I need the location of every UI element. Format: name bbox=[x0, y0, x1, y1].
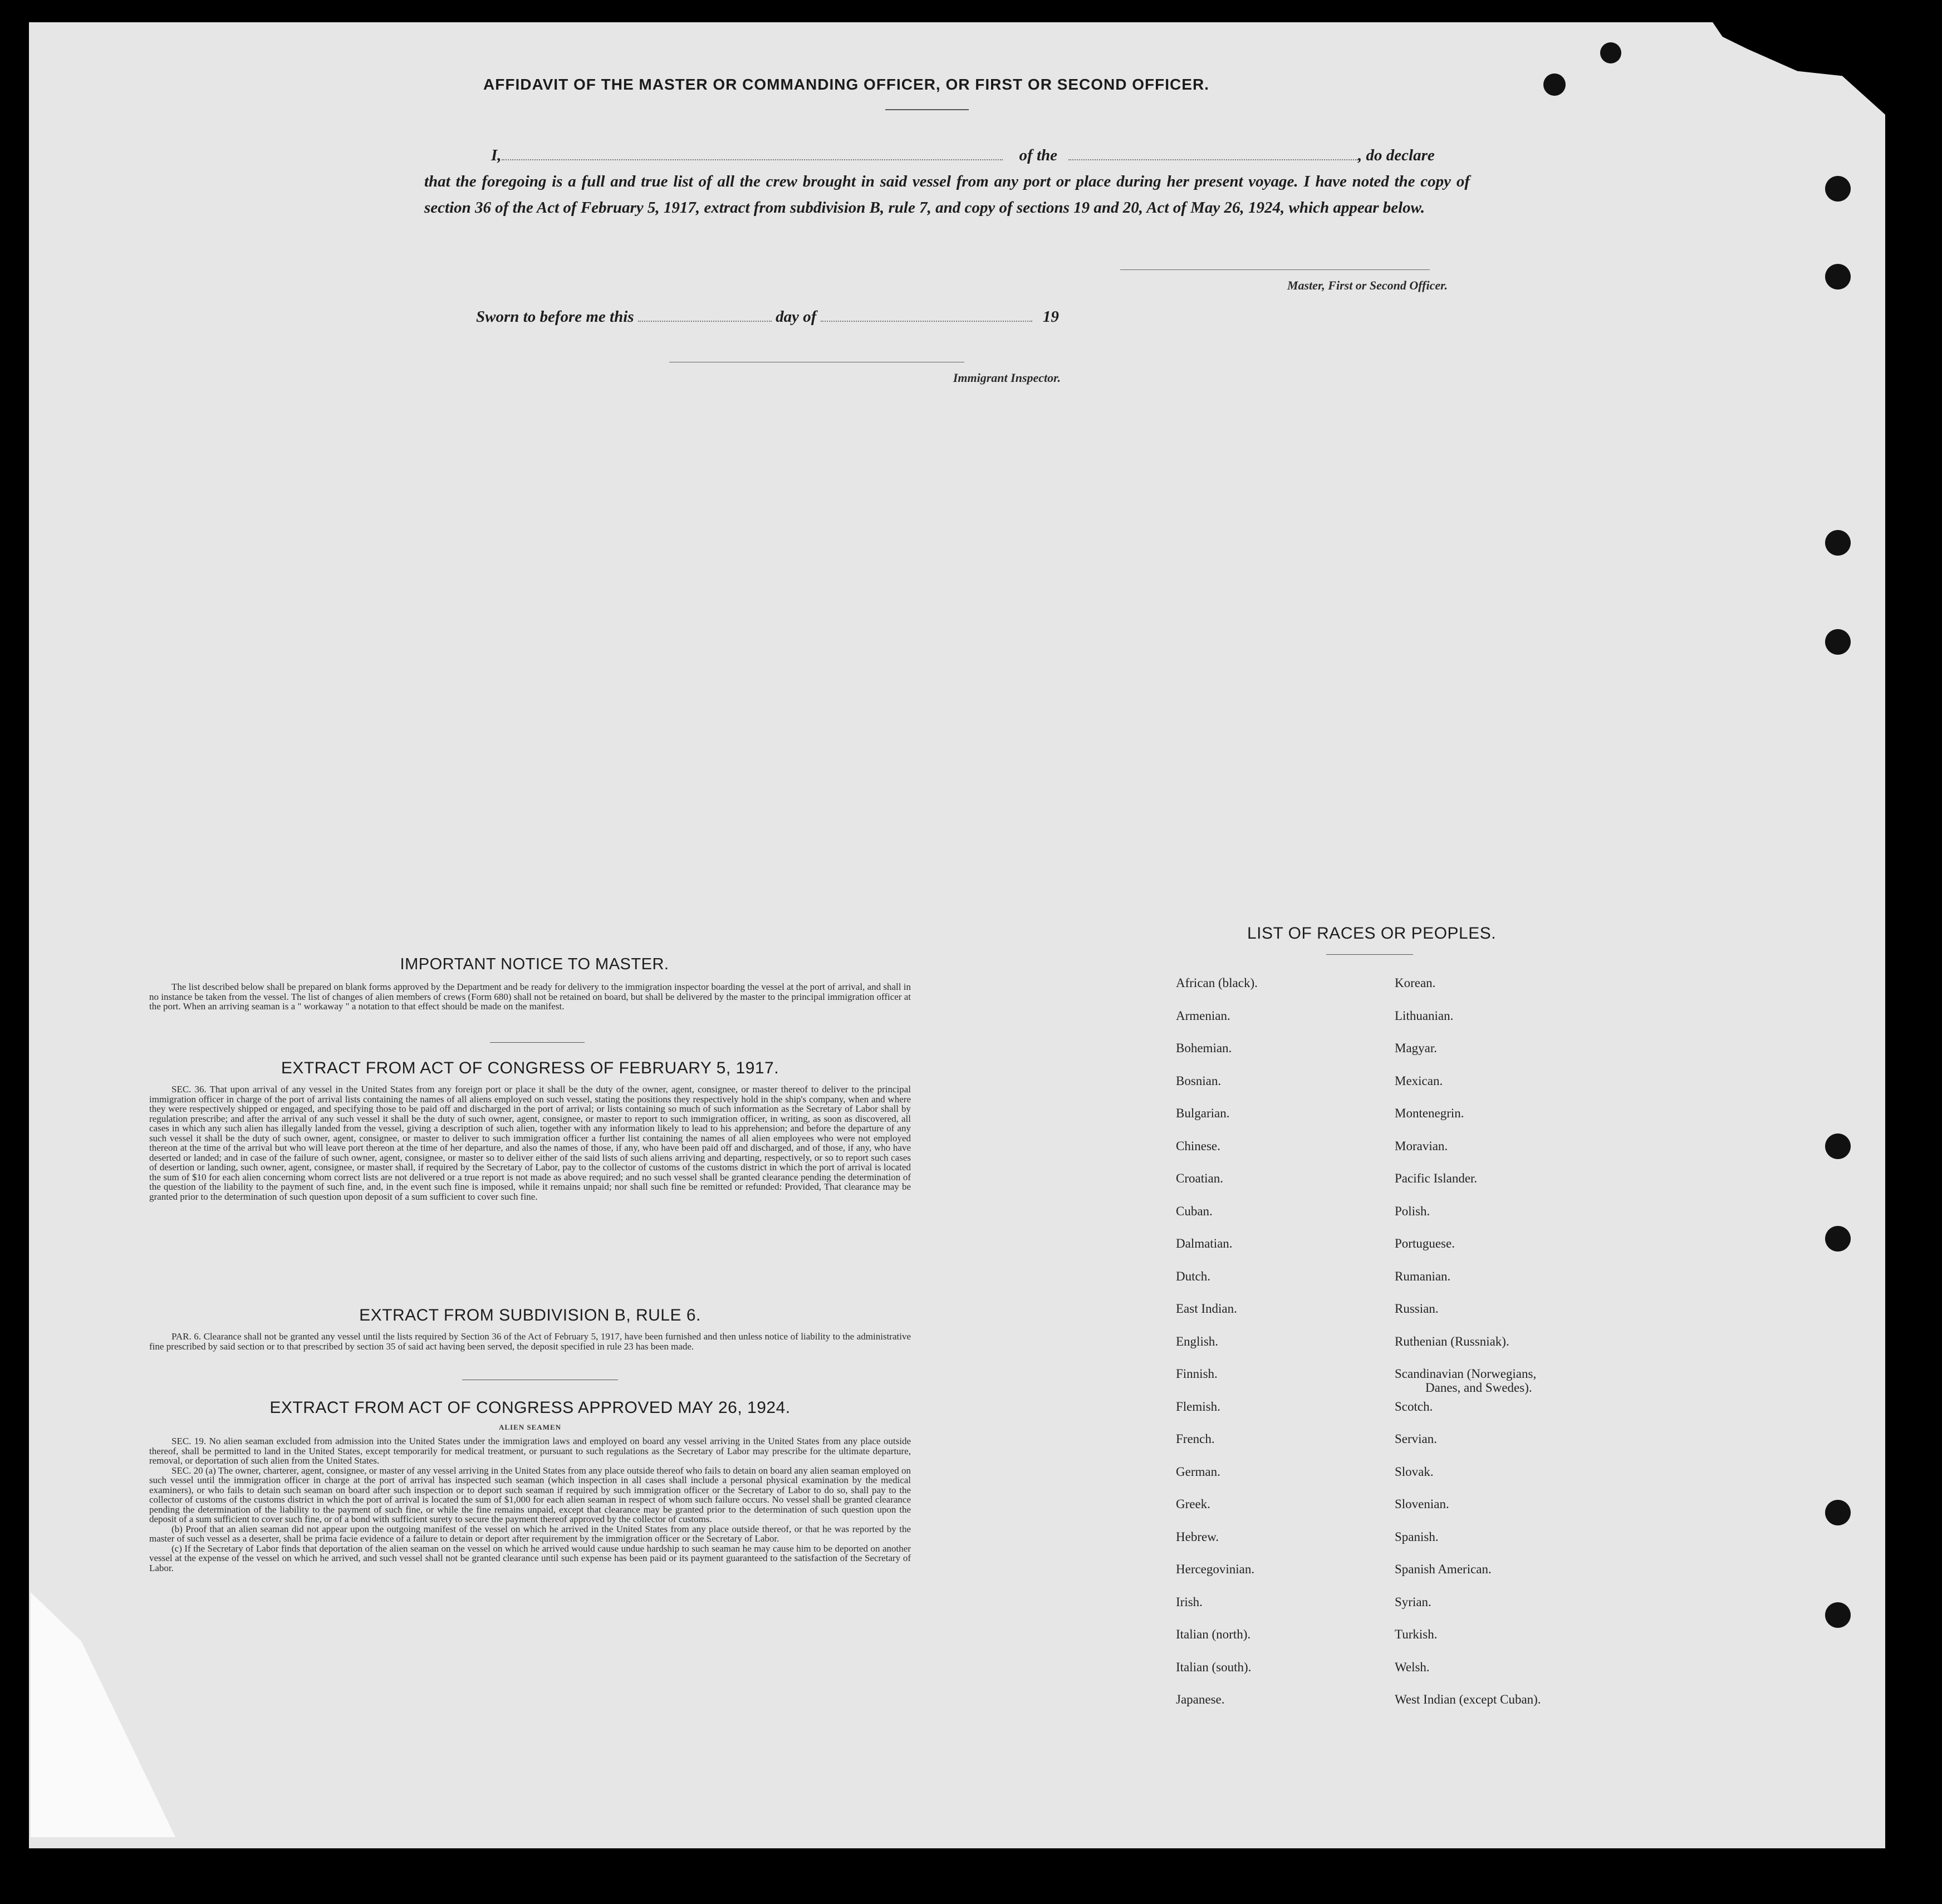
month-field[interactable] bbox=[821, 310, 1032, 322]
extract-1917-title: EXTRACT FROM ACT OF CONGRESS OF FEBRUARY 5, 1917. bbox=[281, 1059, 779, 1077]
race-item: Bohemian. bbox=[1176, 1041, 1232, 1055]
race-item: Greek. bbox=[1176, 1497, 1210, 1511]
race-item: Dutch. bbox=[1176, 1269, 1210, 1283]
of-the-label: of the bbox=[1019, 146, 1058, 164]
race-item: Finnish. bbox=[1176, 1367, 1218, 1381]
name-field[interactable] bbox=[502, 148, 1003, 160]
race-item: Slovenian. bbox=[1395, 1497, 1449, 1511]
race-item: Spanish American. bbox=[1395, 1562, 1492, 1576]
race-item: Mexican. bbox=[1395, 1074, 1443, 1088]
race-item: Ruthenian (Russniak). bbox=[1395, 1334, 1509, 1348]
race-item-continued: Danes, and Swedes). bbox=[1425, 1381, 1532, 1395]
race-item: Portuguese. bbox=[1395, 1236, 1455, 1250]
races-title: LIST OF RACES OR PEOPLES. bbox=[1247, 924, 1497, 943]
notice-divider bbox=[490, 1042, 585, 1043]
extract-1917-text: SEC. 36. That upon arrival of any vessel in the United States from any foreign port or place it shall be the duty of the owner, agent, consignee, or master thereof to deliver to the principal immigration officer in charge of the port of arrival lists containing the names of all aliens employed on such vessel, stating the positions they respectively hold in the ship's company, when and where they were respectively shipped or engaged, and specifying those to be paid off and discharged in the port of arrival; or lists containing so much of such information as the Secretary of Labor shall by regulation prescribe; and after the arrival of any such vessel it shall be the duty of such owner, agent, consignee, or master to report to such immigration officer, in writing, as soon as discovered, all cases in which any such alien has illegally landed from the vessel, giving a description of such alien, together with any information likely to lead to his apprehension; and before the departure of any such vessel it shall be the duty of such owner, agent, consignee, or master to deliver to such immigration officer a further list containing the names of all alien employees who were not employed thereon at the time of the arrival but who will leave port thereon at the time of her departure, and also the names of those, if any, who have been paid off and discharged, and of those, if any, who have deserted or landed; and in case of the failure of such owner, agent, consignee, or master so to deliver either of the said lists of such aliens arriving and departing, respectively, or so to report such cases of desertion or landing, such owner, agent, consignee, or master shall, if required by the Secretary of Labor, pay to the collector of customs of the customs district in which the port of arrival is located the sum of $10 for each alien concerning whom correct lists are not delivered or a true report is not made as above required; and no such vessel shall be granted clearance pending the determination of the question of the liability to the payment of such fine, and, in the event such fine is imposed, while it remains unpaid; nor shall such fine be remitted or refunded: Provided, That clearance may be granted prior to the determination of such question upon deposit of a sum sufficient to cover such fine. bbox=[149, 1084, 911, 1202]
race-item: Cuban. bbox=[1176, 1204, 1213, 1218]
race-item: Slovak. bbox=[1395, 1465, 1434, 1479]
sworn-line bbox=[476, 304, 1088, 330]
day-of-label: day of bbox=[776, 308, 817, 326]
section-20c: (c) If the Secretary of Labor finds that deportation of the alien seaman on the vessel on which he arrived would cause undue hardship to such seaman he may cause him to be deported on another vessel at the expense of the vessel on which he arrived, and such vessel shall not be granted clearance until such expense has been paid or its payment guaranteed to the satisfaction of the Secretary of Labor. bbox=[149, 1543, 911, 1573]
race-item: Scotch. bbox=[1395, 1400, 1433, 1414]
punch-hole-icon bbox=[1825, 264, 1851, 289]
race-item: Servian. bbox=[1395, 1432, 1438, 1446]
race-item: Armenian. bbox=[1176, 1009, 1230, 1023]
day-field[interactable] bbox=[638, 310, 772, 322]
race-item: Japanese. bbox=[1176, 1692, 1225, 1706]
race-item: Scandinavian (Norwegians, bbox=[1395, 1367, 1537, 1381]
punch-hole-icon bbox=[1825, 629, 1851, 655]
section-20b: (b) Proof that an alien seaman did not appear upon the outgoing manifest of the vessel on which he arrived in the United States from any place outside thereof, or that he was reported by the master of such vessel as a deserter, shall be prima facie evidence of a failure to detain or deport after requirement by the immigration officer or the Secretary of Labor. bbox=[149, 1523, 911, 1544]
section-20a: SEC. 20 (a) The owner, charterer, agent, consignee, or master of any vessel arriving in the United States from any place outside thereof who fails to detain on board any alien seaman employed on such vessel until the immigration officer in charge at the port of arrival has inspected such seaman (which inspection in all cases shall include a personal physical examination by the medical examiners), or who fails to detain such seaman on board after such inspection or to deport such seaman if required by such immigration officer or the Secretary of Labor to do so, shall pay to the collector of customs of the customs district in which the port of arrival is located the sum of $1,000 for each alien seaman in respect of whom such failure occurs. No vessel shall be granted clearance pending the determination of the liability to the payment of such fine, or while the fine remains unpaid, except that clearance may be granted prior to the determination of such question upon the deposit of a sum sufficient to cover such fine, or of a bond with sufficient surety to secure the payment thereof approved by the collector of customs. bbox=[149, 1465, 911, 1524]
punch-hole-icon bbox=[1825, 176, 1851, 202]
race-item: Syrian. bbox=[1395, 1595, 1431, 1609]
race-item: Turkish. bbox=[1395, 1627, 1438, 1641]
race-item: Croatian. bbox=[1176, 1171, 1223, 1185]
race-item: English. bbox=[1176, 1334, 1219, 1348]
notice-text: The list described below shall be prepared on blank forms approved by the Department and be ready for delivery to the immigration inspector boarding the vessel at the port of arrival, and shall in no instance be taken from the vessel. The list of changes of alien members of crews (Form 680) shall not be retained on board, but shall be delivered by the master to the principal immigration officer at the port. When an arriving seaman is a " workaway " a notation to that effect should be made on the manifest. bbox=[149, 982, 911, 1012]
affidavit-declaration bbox=[424, 143, 1470, 221]
year-prefix: 19 bbox=[1042, 308, 1059, 326]
race-item: Bosnian. bbox=[1176, 1074, 1222, 1088]
race-item: Moravian. bbox=[1395, 1139, 1448, 1153]
punch-hole-icon bbox=[1543, 73, 1566, 96]
race-item: Lithuanian. bbox=[1395, 1009, 1454, 1023]
race-item: Russian. bbox=[1395, 1302, 1439, 1316]
signature-label: Master, First or Second Officer. bbox=[1287, 278, 1448, 292]
races-divider bbox=[1326, 954, 1413, 955]
race-item: Korean. bbox=[1395, 976, 1436, 990]
affidavit-title: AFFIDAVIT OF THE MASTER OR COMMANDING OFFICER, OR FIRST OR SECOND OFFICER. bbox=[483, 76, 1209, 93]
race-item: Irish. bbox=[1176, 1595, 1203, 1609]
affidavit-i: I, bbox=[491, 146, 502, 164]
section-19: SEC. 19. No alien seaman excluded from admission into the United States under the immigration laws and employed on board any vessel arriving in the United States from any place outside thereof, shall be permitted to land in the United States, except temporarily for medical treatment, or pursuant to such regulations as the Secretary of Labor may prescribe for the ultimate departure, removal, or deportation of such alien from the United States. bbox=[149, 1436, 911, 1466]
document-page bbox=[29, 22, 1886, 1848]
extract-1924-text bbox=[149, 1436, 911, 1573]
race-item: Rumanian. bbox=[1395, 1269, 1451, 1283]
race-item: Montenegrin. bbox=[1395, 1106, 1464, 1120]
race-item: Chinese. bbox=[1176, 1139, 1220, 1153]
race-item: Flemish. bbox=[1176, 1400, 1220, 1414]
alien-seamen-subtitle: ALIEN SEAMEN bbox=[498, 1423, 562, 1431]
race-item: Welsh. bbox=[1395, 1660, 1430, 1674]
race-item: Pacific Islander. bbox=[1395, 1171, 1478, 1185]
race-item: Spanish. bbox=[1395, 1530, 1439, 1544]
punch-hole-icon bbox=[1825, 530, 1851, 556]
race-item: Magyar. bbox=[1395, 1041, 1438, 1055]
race-item: West Indian (except Cuban). bbox=[1395, 1692, 1541, 1706]
inspector-label: Immigrant Inspector. bbox=[953, 371, 1061, 385]
race-item: Bulgarian. bbox=[1176, 1106, 1230, 1120]
race-item: Dalmatian. bbox=[1176, 1236, 1233, 1250]
vessel-field[interactable] bbox=[1068, 148, 1358, 160]
punch-hole-icon bbox=[1600, 42, 1621, 63]
signature-line[interactable] bbox=[1120, 269, 1430, 270]
race-item: Italian (north). bbox=[1176, 1627, 1251, 1641]
notice-title: IMPORTANT NOTICE TO MASTER. bbox=[400, 955, 669, 973]
race-item: Hebrew. bbox=[1176, 1530, 1219, 1544]
affidavit-text: that the foregoing is a full and true list of all the crew brought in said vessel from any port or place during her present voyage. I have noted the copy of section 36 of the Act of February 5, 1917, extract from subdivision B, rule 7, and copy of sections 19 and 20, Act of May 26, 1924, which appear below. bbox=[424, 173, 1470, 217]
punch-hole-icon bbox=[1825, 1500, 1851, 1525]
subdivision-text: PAR. 6. Clearance shall not be granted any vessel until the lists required by Section 36 of the Act of February 5, 1917, have been furnished and then unless notice of liability to the administrative fine prescribed by said section or to that prescribed by section 35 of said act having been served, the deposit specified in rule 23 has been made. bbox=[149, 1331, 911, 1352]
punch-hole-icon bbox=[1825, 1602, 1851, 1628]
race-item: East Indian. bbox=[1176, 1302, 1237, 1316]
race-item: Hercegovinian. bbox=[1176, 1562, 1255, 1576]
race-item: French. bbox=[1176, 1432, 1215, 1446]
punch-hole-icon bbox=[1825, 1133, 1851, 1159]
race-item: Polish. bbox=[1395, 1204, 1430, 1218]
extract-1924-title: EXTRACT FROM ACT OF CONGRESS APPROVED MAY 26, 1924. bbox=[269, 1398, 791, 1417]
sworn-label: Sworn to before me this bbox=[476, 308, 634, 326]
title-divider bbox=[885, 109, 969, 110]
subdivision-title: EXTRACT FROM SUBDIVISION B, RULE 6. bbox=[359, 1306, 701, 1324]
race-item: Italian (south). bbox=[1176, 1660, 1252, 1674]
race-item: German. bbox=[1176, 1465, 1220, 1479]
do-declare-label: , do declare bbox=[1358, 146, 1435, 164]
race-item: African (black). bbox=[1176, 976, 1258, 990]
scan-edge bbox=[1885, 0, 1942, 1904]
punch-hole-icon bbox=[1825, 1226, 1851, 1252]
